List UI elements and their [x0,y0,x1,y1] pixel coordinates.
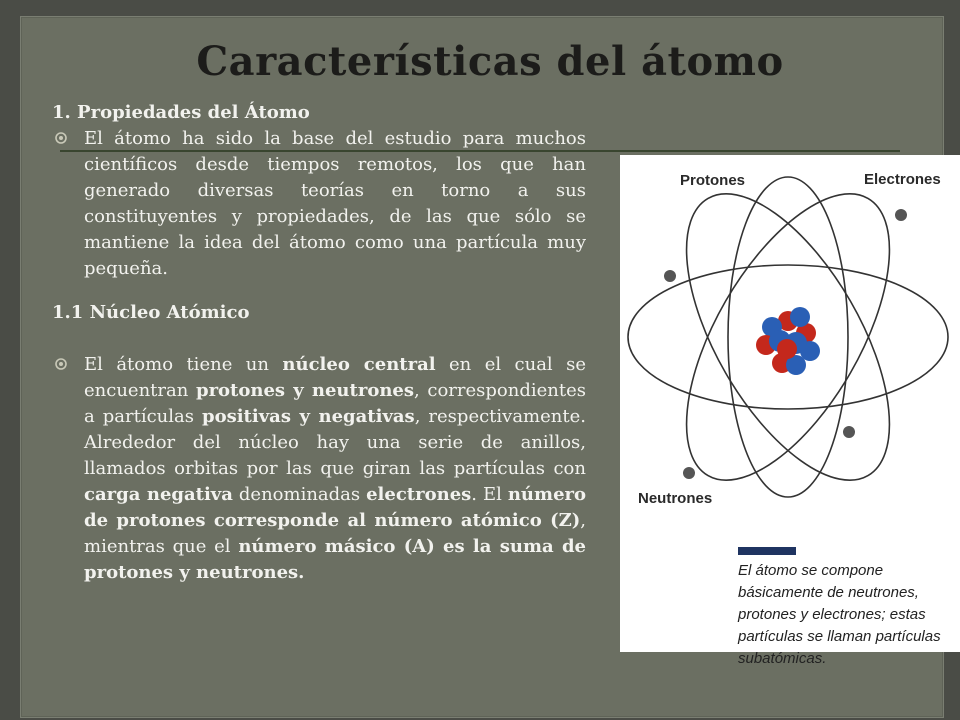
text-run: , mientras que el [84,510,586,557]
slide-title: Características del átomo [196,38,784,85]
bullet-text-nucleus [84,354,586,583]
nucleus [756,307,820,375]
text-run: , correspondientes a partículas [84,380,586,427]
text-run-bold: número de protones corresponde al número atómico (Z) [84,484,587,531]
electron [843,426,855,438]
figure-caption: El átomo se compone básicamente de neutrones, protones y electrones; estas partículas se llaman partículas subatómicas. [738,562,941,667]
text-run-bold: positivas y negativas [201,406,415,427]
bullet-nucleus [52,352,586,586]
section-heading-properties: 1. Propiedades del Átomo [52,102,310,123]
caption-accent-bar [738,547,796,555]
bullet-text-properties: El átomo ha sido la base del estudio para muchos científicos desde tiempos remotos, los que han generado diversas teorías en torno a sus constituyentes y propiedades, de las que sólo se mantiene la idea del átomo como una partícula muy pequeña. [84,128,586,279]
atom-figure [620,155,960,667]
text-run-bold: carga negativa [84,484,233,505]
electron [895,209,907,221]
label-electrons: Electrones [864,171,941,188]
atom-diagram [620,155,960,545]
text-run-bold: electrones [366,484,472,505]
bullet-circle-icon [55,132,67,144]
electron [664,270,676,282]
text-run-bold: número másico (A) es la suma de protones y neutrones. [84,536,586,583]
text-run-bold: núcleo central [282,354,436,375]
text-run: . El [471,484,508,505]
text-run-bold: protones y neutrones [195,380,414,401]
text-run: El átomo tiene un [84,354,283,375]
bullet-circle-icon [55,358,67,370]
text-run: , respectivamente. Alrededor del núcleo hay una serie de anillos, llamados orbitas por las que giran las partículas con [84,406,586,479]
slide-body [52,100,586,586]
text-run: denominadas [232,484,367,505]
label-protons: Protones [680,172,746,189]
label-neutrons: Neutrones [638,490,713,507]
text-run: en el cual se encuentran [84,354,586,401]
neutron [790,307,810,327]
electron [683,467,695,479]
proton [777,339,797,359]
bullet-properties [52,126,586,282]
section-heading-nucleus: 1.1 Núcleo Atómico [52,302,250,323]
